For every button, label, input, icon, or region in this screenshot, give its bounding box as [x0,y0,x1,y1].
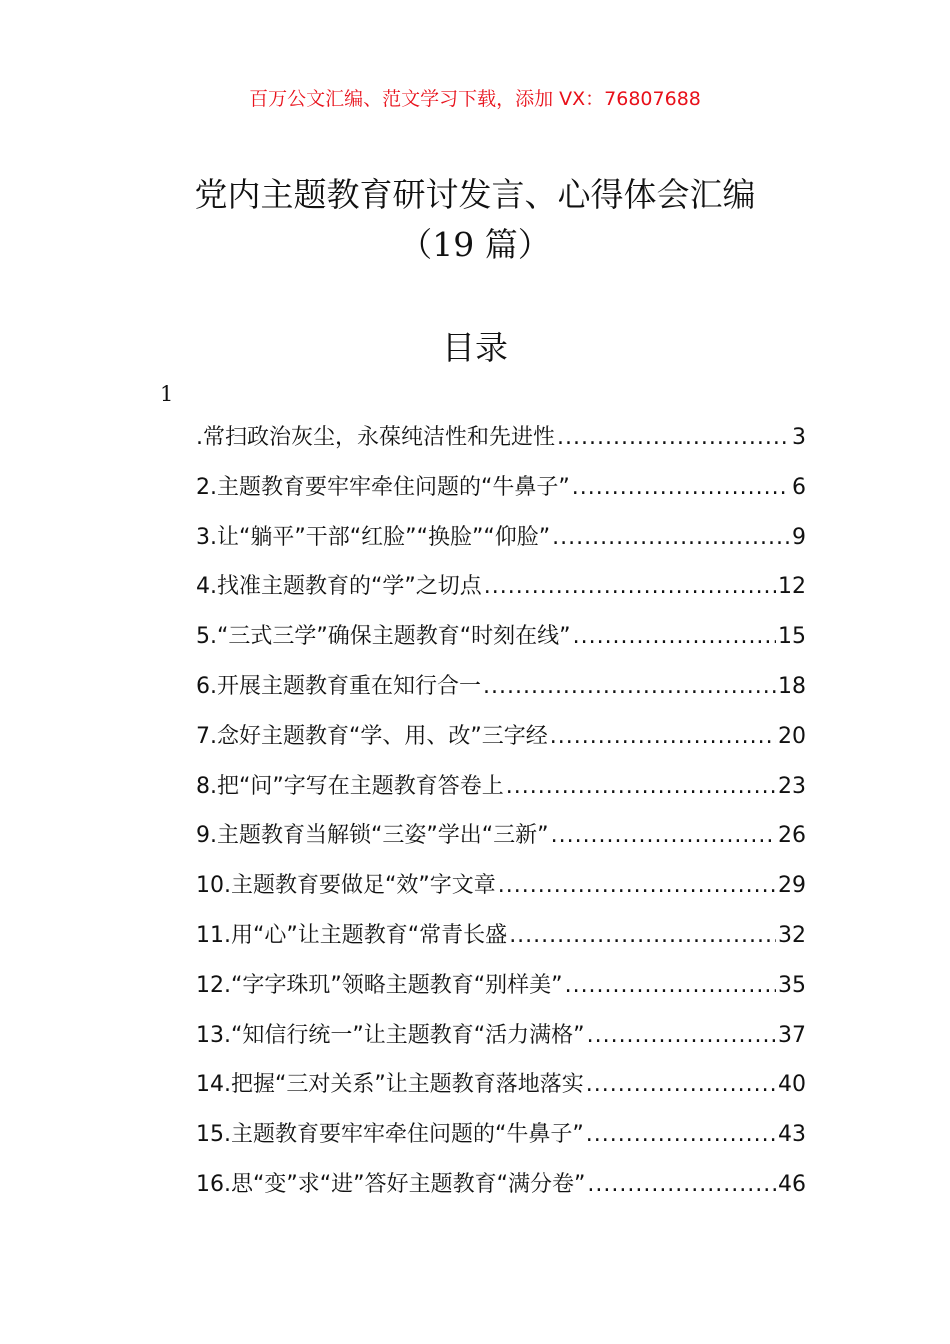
toc-entry[interactable] [196,719,806,769]
title-line-2 [0,220,950,270]
toc-entry[interactable] [196,818,806,868]
toc-entry[interactable] [196,420,806,470]
toc-entry-title: 12.“字字珠玑”领略主题教育“别样美” [196,972,563,998]
toc-dot-leader [498,873,776,898]
toc-entry-page: 23 [778,773,806,799]
toc-entry-title: 5.“三式三学”确保主题教育“时刻在线” [196,624,571,650]
toc-entry-title: 7.念好主题教育“学、用、改”三字经 [196,723,548,749]
toc-entry-title: 16.思“变”求“进”答好主题教育“满分卷” [196,1171,586,1197]
toc-entry-title: 14.把握“三对关系”让主题教育落地落实 [196,1072,584,1098]
toc-entry-page: 40 [778,1072,806,1098]
toc-entry-title: 3.让“躺平”干部“红脸”“换脸”“仰脸” [196,524,551,550]
toc-entry[interactable] [196,1117,806,1167]
stray-number: 1 [160,382,174,406]
toc-dot-leader [586,1072,776,1097]
toc-entry-page: 35 [778,972,806,998]
toc-entry-title: 13.“知信行统一”让主题教育“活力满格” [196,1022,585,1048]
toc-entry-title: .常扫政治灰尘，永葆纯洁性和先进性 [196,425,555,450]
toc-dot-leader [572,475,790,500]
title-count-suffix: 篇） [474,225,551,264]
toc-dot-leader [565,973,776,998]
toc-entry-page: 37 [778,1022,806,1048]
toc-entry-page: 18 [778,673,806,699]
toc-entry[interactable] [196,569,806,619]
toc-entry-title: 6.开展主题教育重在知行合一 [196,673,481,699]
toc-entry-page: 20 [778,723,806,749]
toc-entry[interactable] [196,968,806,1018]
table-of-contents [196,420,806,1217]
toc-entry[interactable] [196,520,806,570]
toc-entry-page: 26 [778,823,806,849]
toc-entry-page: 9 [792,524,806,550]
toc-entry-title: 4.找准主题教育的“学”之切点 [196,574,482,600]
toc-entry[interactable] [196,669,806,719]
toc-dot-leader [552,525,790,550]
document-title [0,170,950,270]
toc-entry-title: 11.用“心”让主题教育“常青长盛 [196,922,508,948]
toc-entry-page: 46 [778,1171,806,1197]
toc-entry-page: 12 [778,574,806,600]
toc-dot-leader [586,1122,776,1147]
toc-entry-title: 9.主题教育当解锁“三姿”学出“三新” [196,823,549,849]
toc-entry[interactable] [196,918,806,968]
toc-entry[interactable] [196,1018,806,1068]
toc-entry-title: 10.主题教育要做足“效”字文章 [196,873,496,899]
toc-entry-page: 32 [778,922,806,948]
toc-dot-leader [551,823,776,848]
toc-dot-leader [509,923,776,948]
toc-heading: 目录 [442,328,508,367]
toc-entry[interactable] [196,1067,806,1117]
toc-entry[interactable] [196,769,806,819]
toc-dot-leader [557,425,790,450]
toc-dot-leader [506,774,776,799]
toc-entry[interactable] [196,868,806,918]
watermark-banner: 百万公文汇编、范文学习下载，添加 VX：76807688 [249,88,701,110]
toc-dot-leader [550,724,776,749]
toc-entry-page: 3 [792,425,806,450]
title-paren-open: （ [399,225,433,264]
toc-entry[interactable] [196,470,806,520]
toc-dot-leader [483,674,776,699]
toc-entry[interactable] [196,619,806,669]
toc-dot-leader [587,1172,776,1197]
toc-entry-page: 29 [778,873,806,899]
toc-entry-title: 15.主题教育要牢牢牵住问题的“牛鼻子” [196,1122,584,1148]
toc-entry-page: 15 [778,624,806,650]
toc-dot-leader [587,1023,776,1048]
toc-entry-page: 6 [792,474,806,500]
toc-entry-title: 2.主题教育要牢牢牵住问题的“牛鼻子” [196,474,570,500]
toc-dot-leader [484,574,776,599]
toc-entry-page: 43 [778,1122,806,1148]
toc-entry[interactable] [196,1167,806,1217]
toc-dot-leader [573,624,776,649]
title-line-1: 党内主题教育研讨发言、心得体会汇编 [194,175,756,214]
title-count: 19 [432,225,475,264]
toc-entry-title: 8.把“问”字写在主题教育答卷上 [196,773,504,799]
